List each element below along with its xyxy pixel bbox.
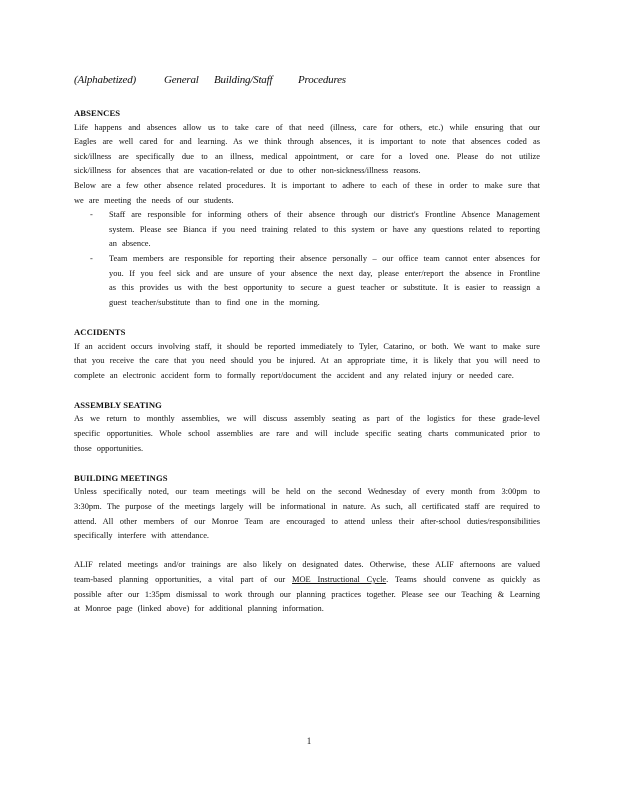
- spacer: [74, 383, 540, 398]
- absences-bullet-list: [74, 208, 540, 310]
- absences-paragraph-2: Below are a few other absence related procedures. It is important to adhere to each of these in order to make sure that we are meeting the needs of our students.: [74, 180, 540, 205]
- meetings-paragraph-1: Unless specifically noted, our team meetings will be held on the second Wednesday of every month from 3:00pm to 3:30pm. The purpose of the meetings largely will be informational in nature. As such, all certificated staff are required to attend. All other members of our Monroe Team are encouraged to attend unless their after-school duties/responsibilities specifically interfere with attendance.: [74, 487, 540, 541]
- section-heading: ABSENCES: [74, 108, 121, 118]
- spacer: [74, 544, 540, 559]
- section-building-meetings: [74, 471, 540, 617]
- section-absences: [74, 106, 540, 310]
- list-item: [74, 208, 540, 252]
- title-building-staff: Building/Staff: [214, 74, 273, 86]
- section-heading: ASSEMBLY SEATING: [74, 399, 162, 410]
- bullet-text: Team members are responsible for reporting their absence personally – our office team cannot enter absences for you. If you feel sick and are unsure of your absence the next day, please enter/report the absence in Frontline as this provides us with the best opportunity to secure a guest teacher or substitute. It is easier to reassign a guest teacher/substitute than to find one in the morning.: [109, 253, 540, 307]
- accidents-paragraph: If an accident occurs involving staff, it should be reported immediately to Tyler, Catarino, or both. We want to make sure that you receive the care that you need should you be injured. At an appropriate time, it is likely that you will need to complete an electronic accident form to formally report/document the accident and any related injury or needed care.: [74, 341, 540, 380]
- spacer: [74, 456, 540, 471]
- bullet-marker: -: [90, 210, 93, 220]
- meetings-paragraph-2: [74, 558, 540, 616]
- document-title: [74, 74, 544, 90]
- section-heading: ACCIDENTS: [74, 326, 126, 337]
- document-body: [74, 106, 540, 617]
- paragraph-text: ALIF related meetings and/or trainings are also likely on designated dates. Otherwise, these ALIF afternoons are valued team-based planning opportunities, a vital part of our: [74, 560, 540, 584]
- spacer: [74, 310, 540, 325]
- list-item: [74, 252, 540, 310]
- section-heading: BUILDING MEETINGS: [74, 472, 168, 483]
- assembly-paragraph: As we return to monthly assemblies, we will discuss assembly seating as part of the logistics for these grade-level specific opportunities. Whole school assemblies are rare and will include specific seating charts communicated prior to those opportunities.: [74, 414, 540, 453]
- page-number: 1: [306, 736, 312, 746]
- section-assembly-seating: [74, 398, 540, 456]
- section-accidents: [74, 325, 540, 383]
- title-procedures: Procedures: [298, 74, 346, 86]
- title-general: General: [164, 74, 199, 86]
- paragraph-text: . Teams should convene as quickly as possible after our 1:35pm dismissal to work through our planning practices together. Please see our Teaching & Learning at Monroe page (linked above) for additional planning information.: [74, 575, 540, 614]
- absences-paragraph-1: Life happens and absences allow us to take care of that need (illness, care for others, etc.) while ensuring that our Eagles are well cared for and learning. As we think through absences, it is important to note that absences coded as sick/illness are specifically due to an illness, medical appointment, or care for a loved one. Please do not utilize sick/illness for absences that are vacation-related or due to other non-sickness/illness reasons.: [74, 122, 540, 176]
- moe-instructional-cycle-link[interactable]: MOE Instructional Cycle: [292, 575, 387, 584]
- bullet-text: Staff are responsible for informing others of their absence through our district's Frontline Absence Management system. Please see Bianca if you need training related to this system or have any questions related to reporting an absence.: [109, 210, 540, 249]
- title-alphabetized: (Alphabetized): [74, 74, 136, 86]
- bullet-marker: -: [90, 253, 93, 263]
